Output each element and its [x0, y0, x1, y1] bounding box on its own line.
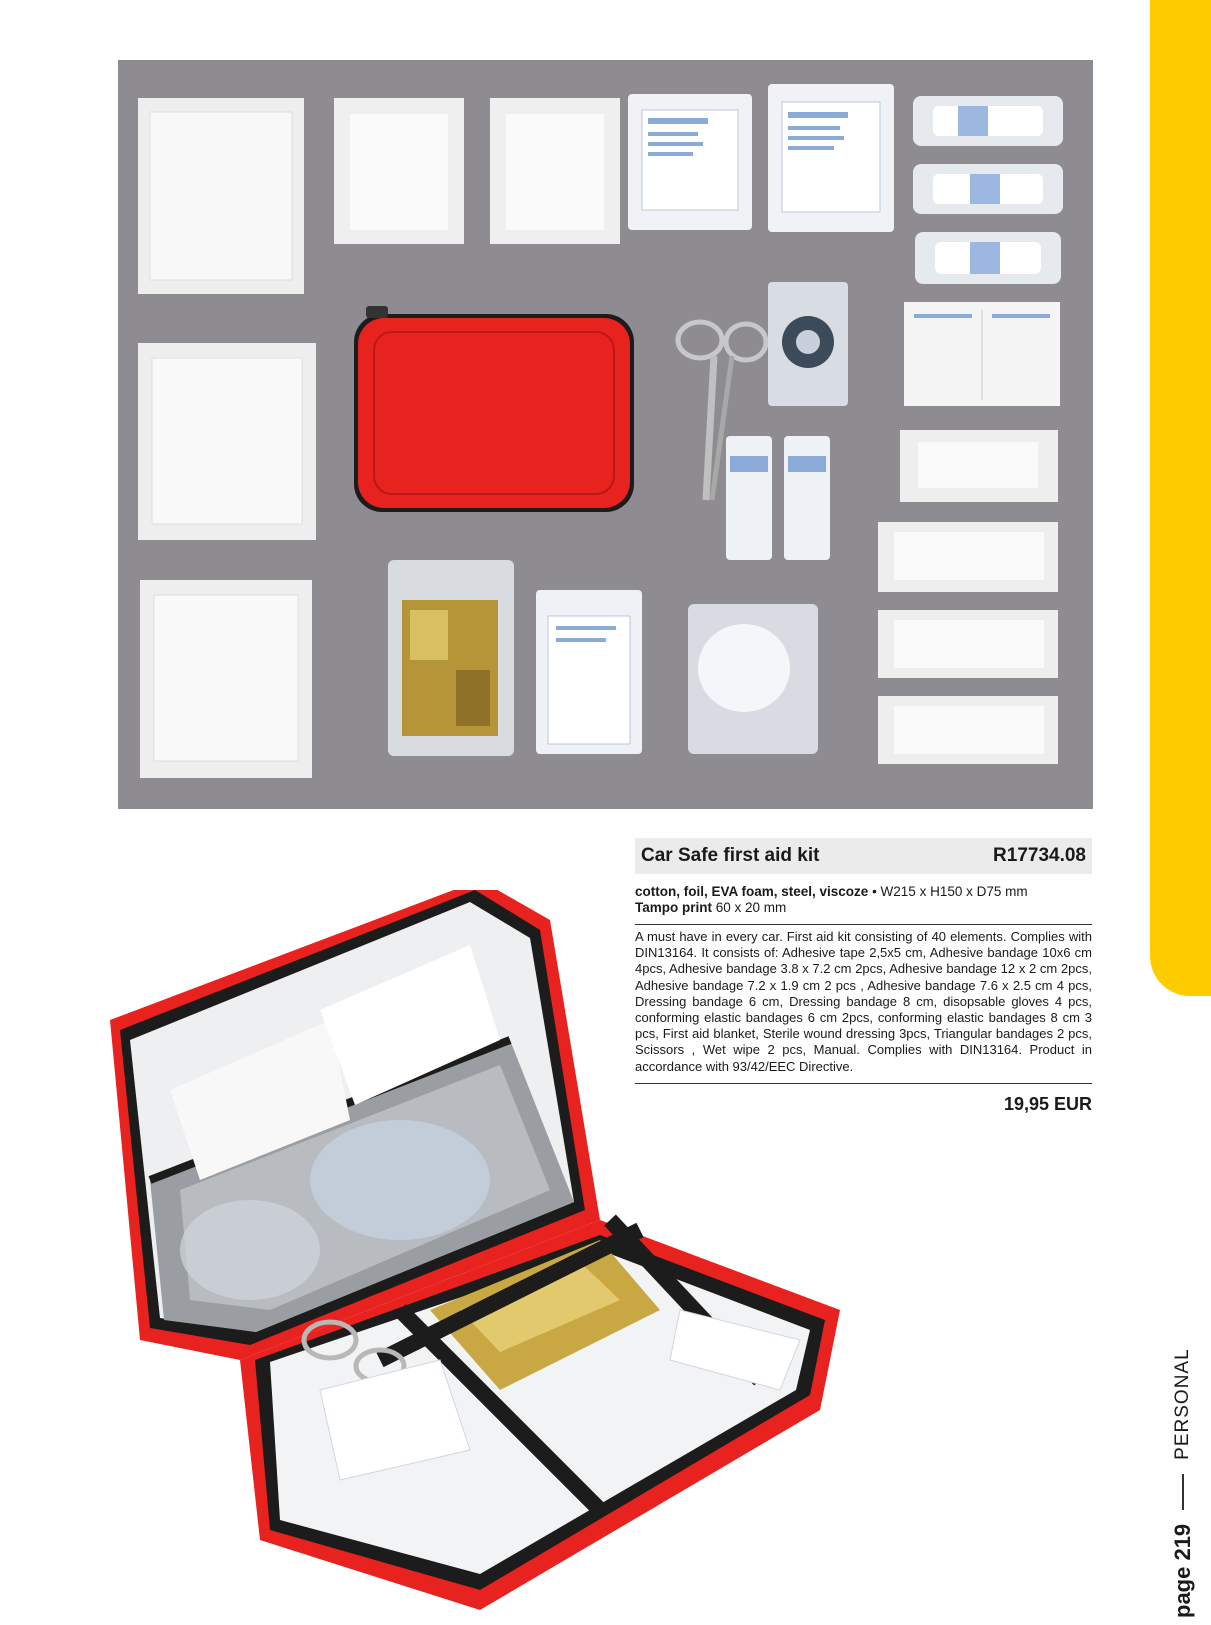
print-size: 60 x 20 mm — [715, 900, 787, 915]
product-materials: cotton, foil, EVA foam, steel, viscoze — [635, 884, 869, 899]
print-method: Tampo print — [635, 900, 712, 915]
divider — [635, 1083, 1092, 1084]
side-divider — [1182, 1474, 1184, 1510]
section-tab — [1150, 0, 1211, 996]
section-name: PERSONAL — [1171, 1348, 1193, 1460]
product-description: A must have in every car. First aid kit consisting of 40 elements. Complies with DIN13164. It consists of: Adhesive tape 2,5x5 cm, Adhesive bandage 10x6 cm 4pcs, Adhesive bandage 3.8 x 7.2 cm 2pcs, Adhesive bandage 12 x 2 cm 2pcs, Adhesive bandage 7.2 x 1.9 cm 2 pcs , Adhesive bandage 7.6 x 2.5 cm 4 pcs, Dressing bandage 6 cm, Dressing bandage 8 cm, disopsable gloves 4 pcs, conforming elastic bandages 6 cm 2pcs, conforming elastic bandages 8 cm 3 pcs, First aid blanket, Sterile wound dressing 3pcs, Triangular bandages 2 pcs, Scissors , Wet wipe 2 pcs, Manual. Complies with DIN13164. Product in accordance with 93/42/EEC Directive. — [635, 929, 1092, 1074]
side-navigation — [1160, 1268, 1205, 1618]
product-title-bar — [635, 838, 1092, 874]
product-title: Car Safe first aid kit — [641, 845, 820, 866]
divider — [635, 924, 1092, 925]
product-info — [635, 838, 1092, 1115]
product-specs — [635, 884, 1092, 916]
kit-contents-photo — [118, 60, 1093, 809]
product-code: R17734.08 — [993, 845, 1086, 866]
page-number: page 219 — [1169, 1523, 1195, 1618]
product-price: 19,95 EUR — [1003, 1093, 1092, 1114]
spec-separator: • — [872, 884, 881, 899]
product-dimensions: W215 x H150 x D75 mm — [880, 884, 1028, 899]
